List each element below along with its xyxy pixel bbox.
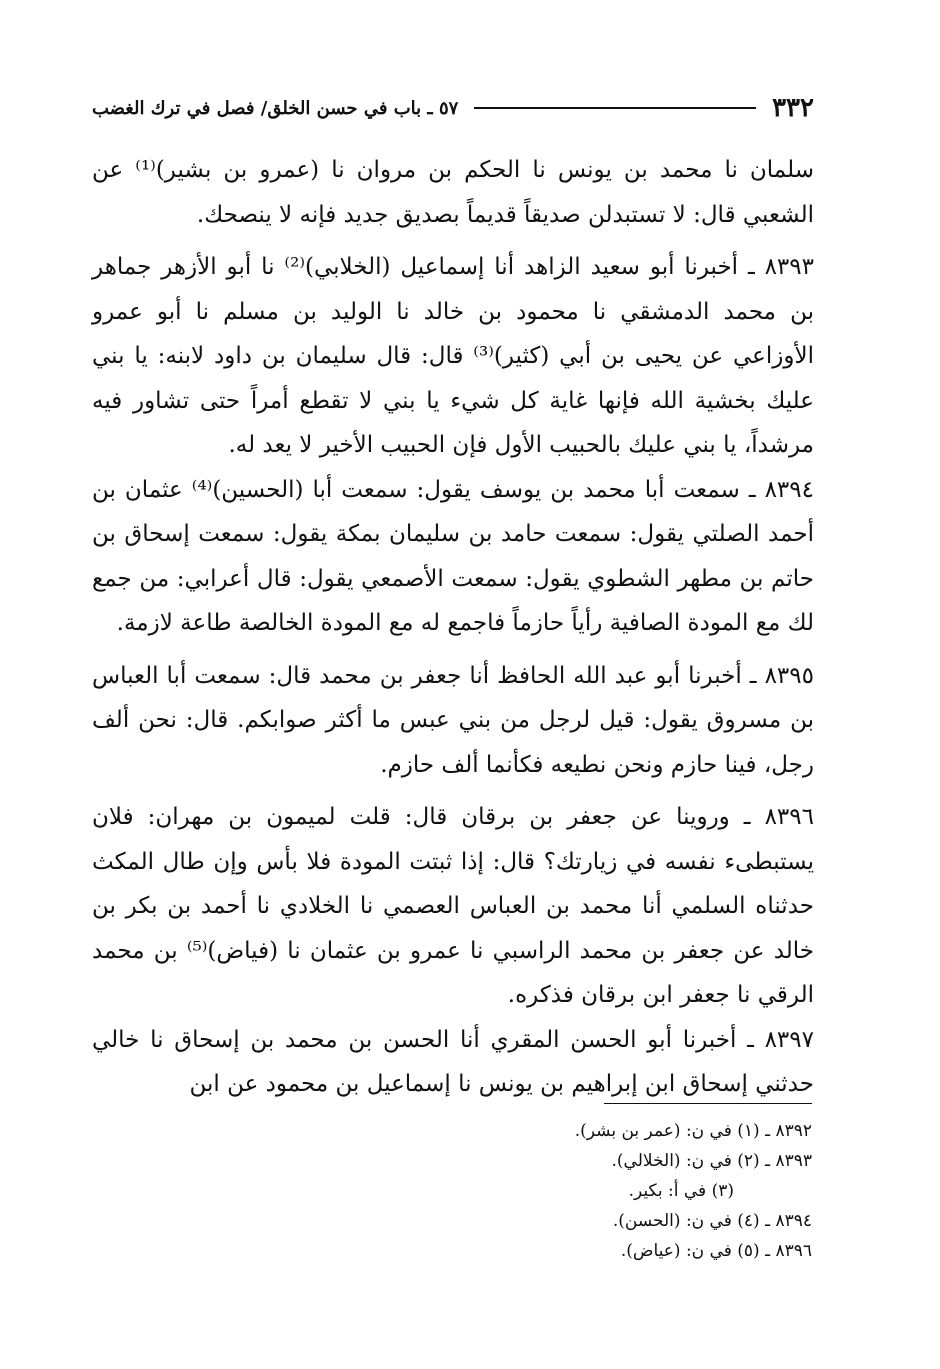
paragraph: ٨٣٩٦ ـ وروينا عن جعفر بن برقان قال: قلت لميمون بن مهران: فلان يستبطىء نفسه في زيارتك؟ قال: إذا ثبتت المودة فلا بأس وإن طال المكث حدثناه السلمي أنا محمد بن العباس العصمي نا الخلادي نا أحمد بن بكر بن خالد عن جعفر بن محمد الراسبي نا عمرو بن عثمان نا (فياض)⁽⁵⁾ بن محمد الرقي نا جعفر ابن برقان فذكره.: [92, 804, 815, 1008]
paragraph: ٨٣٩٧ ـ أخبرنا أبو الحسن المقري أنا الحسن بن محمد بن إسحاق نا خالي حدثني إسحاق ابن إبراهيم بن يونس نا إسماعيل بن محمود عن ابن: [92, 1026, 814, 1097]
page-number: ٣٣٢: [772, 93, 814, 123]
footnote: ٨٣٩٣ ـ (٢) في ن: (الخلالي).: [611, 1151, 812, 1171]
footnote: ٨٣٩٢ ـ (١) في ن: (عمر بن بشر).: [574, 1121, 812, 1141]
footnote: ٨٣٩٦ ـ (٥) في ن: (عياض).: [620, 1241, 812, 1261]
footnote: (٣) في أ: بكير.: [628, 1181, 734, 1201]
paragraph: سلمان نا محمد بن يونس نا الحكم بن مروان نا (عمرو بن بشير)⁽¹⁾ عن الشعبي قال: لا تستبدلن صديقاً قديماً بصديق جديد فإنه لا ينصحك.: [92, 157, 814, 228]
page-header: [92, 88, 814, 128]
running-title: ٥٧ ـ باب في حسن الخلق/ فصل في ترك الغضب: [92, 97, 459, 119]
header-rule: [474, 107, 756, 109]
main-text: [92, 148, 814, 1107]
paragraph: ٨٣٩٣ ـ أخبرنا أبو سعيد الزاهد أنا إسماعيل (الخلابي)⁽²⁾ نا أبو الأزهر جماهر بن محمد الدمشقي نا محمود بن خالد نا الوليد بن مسلم نا أبو عمرو الأوزاعي عن يحيى بن أبي (كثير)⁽³⁾ قال: قال سليمان بن داود لابنه: يا بني عليك بخشية الله فإنها غاية كل شيء يا بني لا تقطع أمراً حتى تشاور فيه مرشداً، يا بني عليك بالحبيب الأول فإن الحبيب الأخير لا يعد له.: [92, 254, 815, 458]
footnote-separator: [604, 1103, 812, 1104]
footnote: ٨٣٩٤ ـ (٤) في ن: (الحسن).: [612, 1211, 812, 1231]
footnotes: [420, 1116, 812, 1266]
paragraph: ٨٣٩٥ ـ أخبرنا أبو عبد الله الحافظ أنا جعفر بن محمد قال: سمعت أبا العباس بن مسروق يقول: قيل لرجل من بني عبس ما أكثر صوابكم. قال: نحن ألف رجل، فينا حازم ونحن نطيعه فكأنما ألف حازم.: [92, 662, 814, 778]
paragraph: ٨٣٩٤ ـ سمعت أبا محمد بن يوسف يقول: سمعت أبا (الحسين)⁽⁴⁾ عثمان بن أحمد الصلتي يقول: سمعت حامد بن سليمان بمكة يقول: سمعت إسحاق بن حاتم بن مطهر الشطوي يقول: سمعت الأصمعي يقول: قال أعرابي: من جمع لك مع المودة الصافية رأياً حازماً فاجمع له مع المودة الخالصة طاعة لازمة.: [92, 476, 814, 636]
